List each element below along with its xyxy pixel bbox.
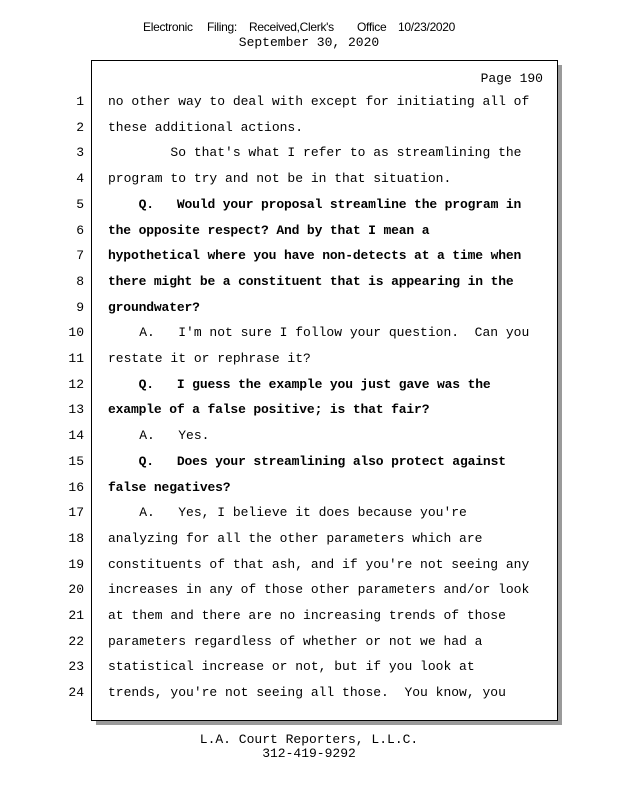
- line-text: example of a false positive; is that fair?: [108, 402, 430, 418]
- line-number: 4: [76, 171, 84, 187]
- line-number: 15: [68, 453, 84, 469]
- line-number: 5: [76, 196, 84, 212]
- filing-label: Filing:: [207, 20, 237, 34]
- line-text: A. Yes, I believe it does because you're: [108, 505, 467, 521]
- line-text: groundwater?: [108, 299, 200, 315]
- transcript-line: [0, 168, 618, 190]
- line-number: 11: [68, 351, 84, 366]
- line-text: at them and there are no increasing trends of those: [108, 608, 506, 623]
- line-text: constituents of that ash, and if you're not seeing any: [108, 556, 530, 572]
- line-number: 8: [76, 273, 84, 289]
- transcript-line: [0, 579, 618, 601]
- filing-stamp: [0, 20, 618, 36]
- line-text: A. Yes.: [108, 428, 210, 444]
- line-text: these additional actions.: [108, 119, 304, 135]
- filing-electronic: Electronic: [143, 20, 193, 34]
- line-number: 22: [68, 633, 84, 649]
- transcript-line: [0, 117, 618, 139]
- line-number: 17: [68, 505, 84, 521]
- line-text: increases in any of those other parameters and/or look: [108, 582, 530, 598]
- line-text: restate it or rephrase it?: [108, 351, 311, 366]
- footer-company: L.A. Court Reporters, L.L.C.: [199, 732, 419, 747]
- footer-phone: 312-419-9292: [262, 746, 356, 761]
- line-number: 6: [76, 222, 84, 238]
- line-text: the opposite respect? And by that I mean a: [108, 222, 430, 238]
- transcript-line: [0, 374, 618, 396]
- line-number: 9: [76, 299, 84, 315]
- line-text: there might be a constituent that is appearing in the: [108, 273, 514, 289]
- line-number: 21: [68, 608, 84, 623]
- transcript-line: [0, 194, 618, 216]
- line-number: 1: [76, 94, 84, 109]
- line-text: program to try and not be in that situation.: [108, 171, 452, 187]
- line-text: Q. Does your streamlining also protect against: [108, 453, 506, 469]
- transcript-line: [0, 502, 618, 524]
- line-number: 10: [68, 325, 84, 341]
- line-number: 19: [68, 556, 84, 572]
- filing-office: Office: [357, 20, 387, 34]
- transcript-line: [0, 220, 618, 242]
- transcript-line: [0, 245, 618, 267]
- line-text: false negatives?: [108, 479, 231, 495]
- transcript-line: [0, 425, 618, 447]
- line-number: 2: [76, 119, 84, 135]
- line-number: 16: [68, 479, 84, 495]
- transcript-line: [0, 91, 618, 113]
- transcript-line: [0, 142, 618, 164]
- line-text: no other way to deal with except for initiating all of: [108, 94, 530, 109]
- line-number: 14: [68, 428, 84, 444]
- line-number: 13: [68, 402, 84, 418]
- line-number: 12: [68, 376, 84, 392]
- transcript-line: [0, 528, 618, 550]
- line-number: 23: [68, 659, 84, 675]
- transcript-line: [0, 656, 618, 678]
- transcript-line: [0, 348, 618, 370]
- line-text: Q. I guess the example you just gave was the: [108, 376, 491, 392]
- transcript-line: [0, 271, 618, 293]
- transcript-line: [0, 477, 618, 499]
- page-number: Page 190: [480, 71, 543, 86]
- transcript-line: [0, 297, 618, 319]
- line-number: 24: [68, 685, 84, 701]
- transcript-line: [0, 399, 618, 421]
- line-text: hypothetical where you have non-detects at a time when: [108, 248, 522, 264]
- line-text: statistical increase or not, but if you look at: [108, 659, 475, 675]
- transcript-line: [0, 605, 618, 627]
- line-number: 20: [68, 582, 84, 598]
- transcript-line: [0, 554, 618, 576]
- transcript-line: [0, 322, 618, 344]
- line-text: A. I'm not sure I follow your question. Can you: [108, 325, 530, 341]
- line-number: 7: [76, 248, 84, 264]
- filing-received: Received,Clerk's: [249, 20, 334, 34]
- filing-date: 10/23/2020: [398, 20, 456, 34]
- line-text: Q. Would your proposal streamline the program in: [108, 196, 522, 212]
- line-text: So that's what I refer to as streamlining the: [108, 145, 522, 161]
- transcript-date: September 30, 2020: [238, 35, 380, 50]
- line-text: analyzing for all the other parameters which are: [108, 530, 483, 546]
- transcript-line: [0, 631, 618, 653]
- line-text: trends, you're not seeing all those. You know, you: [108, 685, 506, 701]
- transcript-line: [0, 682, 618, 704]
- transcript-line: [0, 451, 618, 473]
- line-text: parameters regardless of whether or not we had a: [108, 633, 483, 649]
- line-number: 18: [68, 530, 84, 546]
- line-number: 3: [76, 145, 84, 161]
